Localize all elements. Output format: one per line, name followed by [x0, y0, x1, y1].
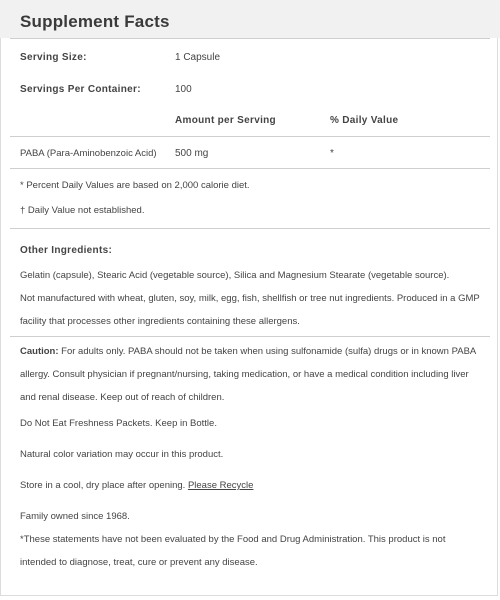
family-owned-note: Family owned since 1968. — [20, 511, 130, 522]
amount-per-serving-header: Amount per Serving — [175, 115, 276, 126]
divider — [10, 228, 490, 229]
divider — [10, 38, 490, 39]
servings-per-container-label: Servings Per Container: — [20, 84, 141, 95]
freshness-note: Do Not Eat Freshness Packets. Keep in Bottle. — [20, 418, 217, 429]
percent-dv-footnote: * Percent Daily Values are based on 2,000 calorie diet. — [20, 180, 250, 191]
caution-text: For adults only. PABA should not be taken when using sulfonamide (sulfa) drugs or in known PABA allergy. Consult physician if pregnant/nursing, taking medication, or have a medical condition including liver and renal disease. Keep out of reach of children. — [20, 346, 476, 403]
daily-value-header: % Daily Value — [330, 115, 399, 126]
storage-note — [20, 480, 253, 491]
caution-label: Caution: — [20, 346, 59, 357]
divider — [10, 136, 490, 137]
serving-size-value: 1 Capsule — [175, 52, 221, 63]
nutrient-amount: 500 mg — [175, 148, 209, 159]
divider — [10, 168, 490, 169]
not-established-footnote: † Daily Value not established. — [20, 205, 145, 216]
nutrient-daily-value: * — [330, 148, 334, 159]
allergen-note: Not manufactured with wheat, gluten, soy, milk, egg, fish, shellfish or tree nut ingredients. Produced in a GMP facility that processes other ingredients containing these allergens. — [20, 293, 480, 327]
color-note: Natural color variation may occur in this product. — [20, 449, 224, 460]
please-recycle-link[interactable]: Please Recycle — [187, 480, 254, 491]
servings-per-container-value: 100 — [175, 84, 192, 95]
caution-paragraph — [20, 340, 482, 409]
storage-text: Store in a cool, dry place after opening. — [20, 480, 186, 491]
fda-disclaimer: *These statements have not been evaluated by the Food and Drug Administration. This product is not intended to diagnose, treat, cure or prevent any disease. — [20, 534, 446, 568]
divider — [10, 336, 490, 337]
nutrient-name: PABA (Para-Aminobenzoic Acid) — [20, 148, 157, 159]
other-ingredients-text: Gelatin (capsule), Stearic Acid (vegetable source), Silica and Magnesium Stearate (vegetable source). — [20, 270, 450, 281]
panel-title: Supplement Facts — [20, 12, 170, 31]
other-ingredients-heading: Other Ingredients: — [20, 245, 113, 256]
serving-size-label: Serving Size: — [20, 52, 87, 63]
